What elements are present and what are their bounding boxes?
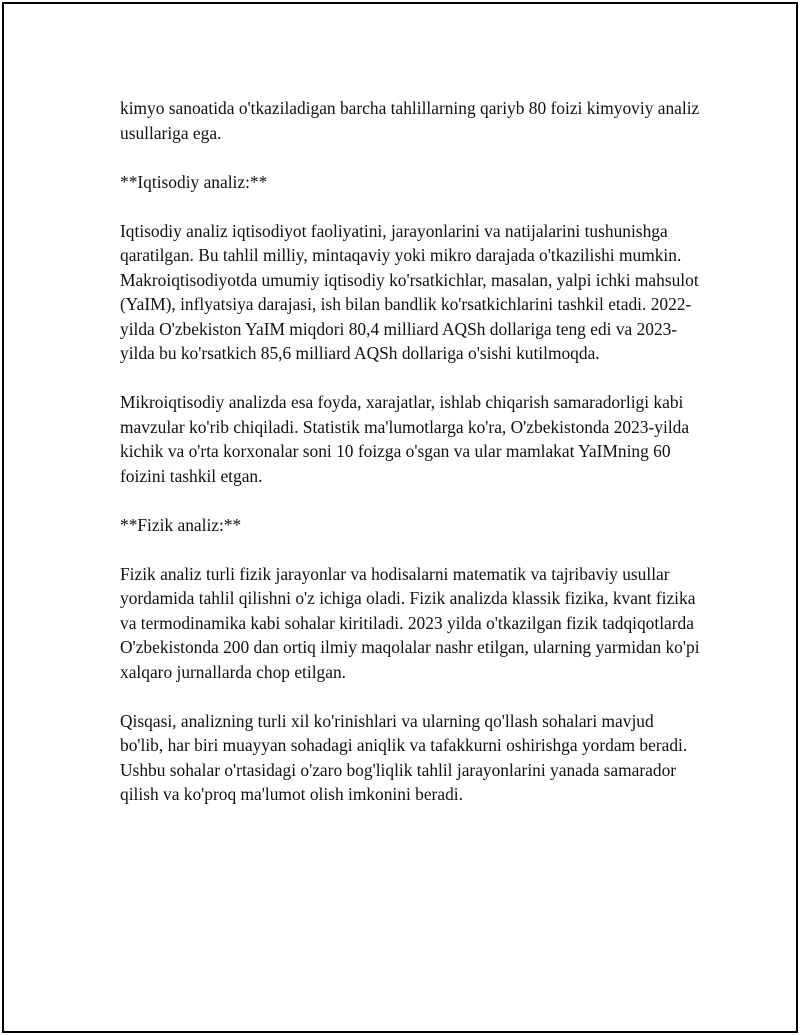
paragraph-microeconomic-analysis: Mikroiqtisodiy analizda esa foyda, xarajatlar, ishlab chiqarish samaradorligi kabi mavzular ko'rib chiqiladi. Statistik ma'lumotlarga ko'ra, O'zbekistonda 2023-yilda kichik va o'rta korxonalar soni 10 foizga o'sgan va ular mamlakat YaIMning 60 foizini tashkil etgan. [120, 392, 690, 486]
paragraph-intro-continuation: kimyo sanoatida o'tkaziladigan barcha tahlillarning qariyb 80 foizi kimyoviy analiz usullariga ega. [120, 98, 700, 143]
paragraph-physical-analysis: Fizik analiz turli fizik jarayonlar va hodisalarni matematik va tajribaviy usullar yordamida tahlil qilishni o'z ichiga oladi. Fizik analizda klassik fizika, kvant fizika va termodinamika kabi sohalar kiritiladi. 2023 yilda o'tkazilgan fizik tadqiqotlarda O'zbekistonda 200 dan ortiq ilmiy maqolalar nashr etilgan, ularning yarmidan ko'pi xalqaro jurnallarda chop etilgan. [120, 563, 700, 682]
document-page [2, 2, 798, 1033]
paragraph-conclusion: Qisqasi, analizning turli xil ko'rinishlari va ularning qo'llash sohalari mavjud bo'lib, har biri muayyan sohadagi aniqlik va tafakkurni oshirishga yordam beradi. Ushbu sohalar o'rtasidagi o'zaro bog'liqlik tahlil jarayonlarini yanada samarador qilish va ko'proq ma'lumot olish imkonini beradi. [120, 710, 688, 804]
document-body [120, 96, 700, 831]
paragraph-economic-analysis: Iqtisodiy analiz iqtisodiyot faoliyatini, jarayonlarini va natijalarini tushunishga qaratilgan. Bu tahlil milliy, mintaqaviy yoki mikro darajada o'tkazilishi mumkin. Makroiqtisodiyotda umumiy iqtisodiy ko'rsatkichlar, masalan, yalpi ichki mahsulot (YaIM), inflyatsiya darajasi, ish bilan bandlik ko'rsatkichlarini tashkil etadi. 2022-yilda O'zbekiston YaIM miqdori 80,4 milliard AQSh dollariga teng edi va 2023-yilda bu ko'rsatkich 85,6 milliard AQSh dollariga o'sishi kutilmoqda. [120, 220, 699, 363]
section-heading-physical-analysis: **Fizik analiz:** [120, 514, 242, 535]
section-heading-economic-analysis: **Iqtisodiy analiz:** [120, 171, 268, 192]
